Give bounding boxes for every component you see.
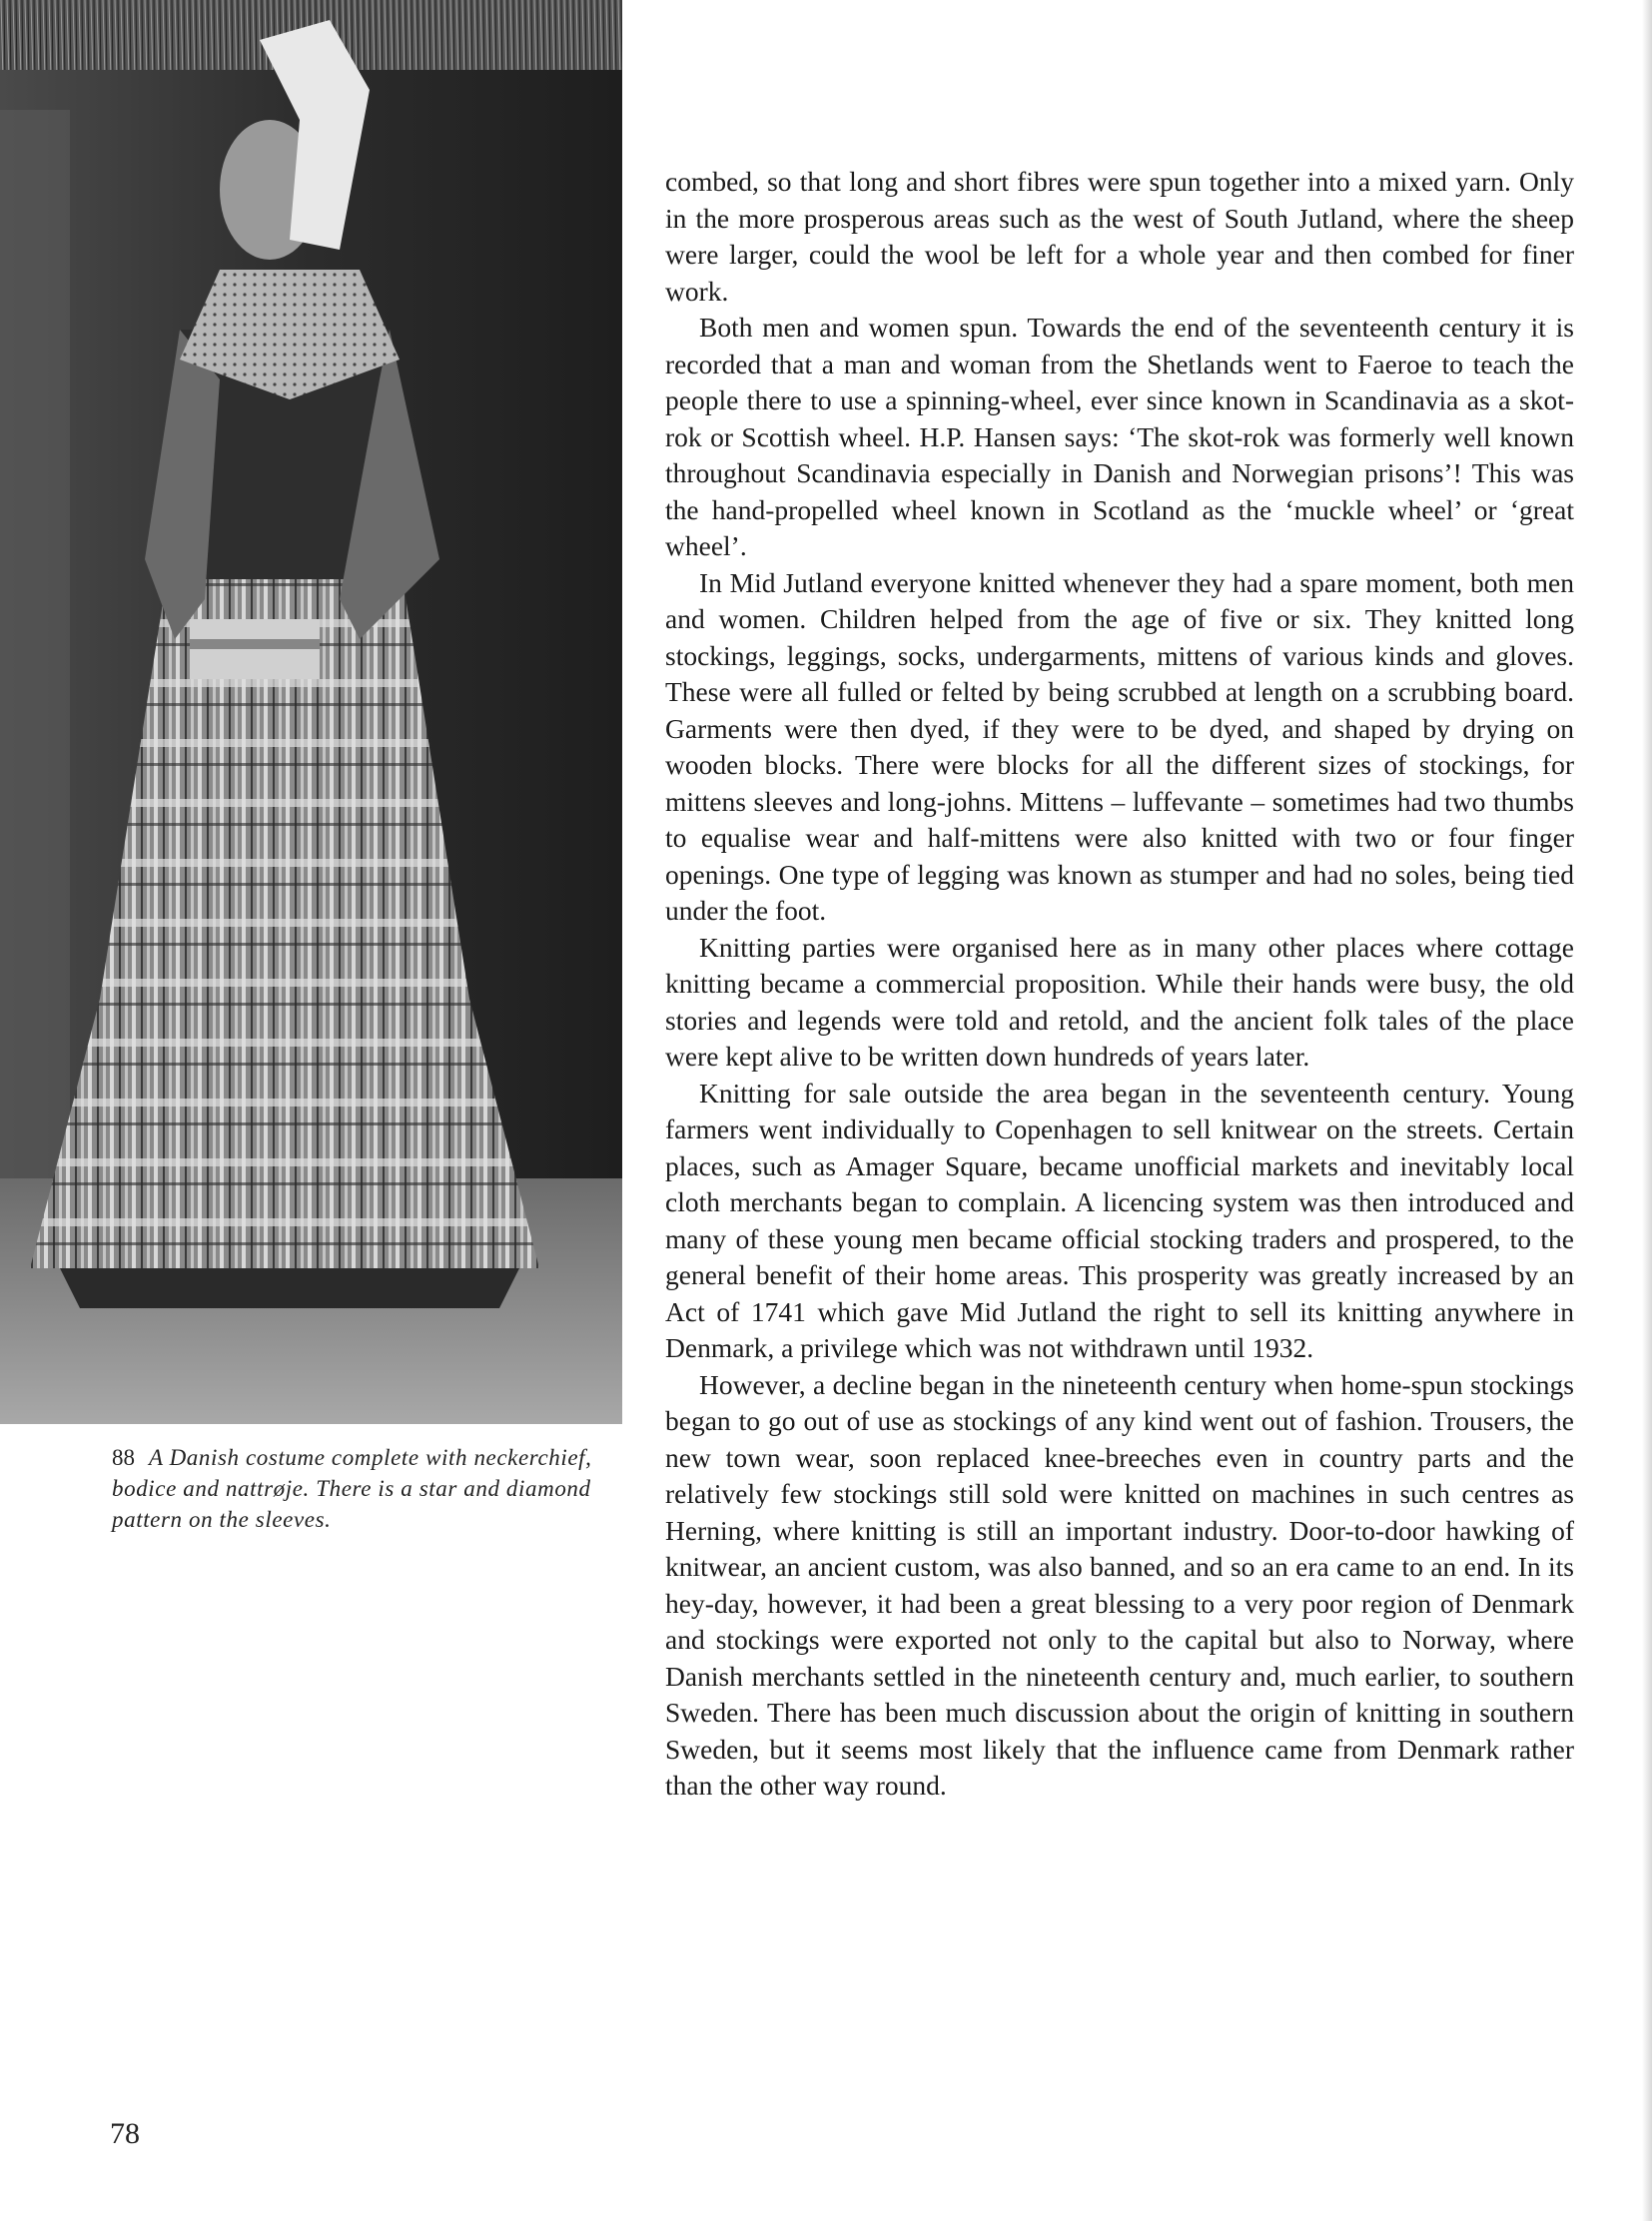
body-text-column (665, 164, 1574, 1805)
skirt-hem (60, 1268, 519, 1308)
paragraph: However, a decline began in the nineteenth century when home-spun stockings began to go out of use as stockings of any kind went out of fashion. Trousers, the new town wear, soon replaced knee-breeches even in country parts and the relatively few stockings still sold were knitted on machines in such centres as Herning, where knitting is still an important industry. Door-to-door hawking of knitwear, an ancient custom, was also banned, and so an era came to an end. In its hey-day, however, it had been a great blessing to a very poor region of Denmark and stockings were exported not only to the capital but also to Norway, where Danish merchants settled in the nineteenth century and, much earlier, to southern Sweden. There has been much discussion about the origin of knitting in southern Sweden, but it seems most likely that the influence came from Denmark rather than the other way round. (665, 1368, 1574, 1801)
paragraph: Knitting for sale outside the area began in the seventeenth century. Young farmers went individually to Copenhagen to sell knitwear on the streets. Certain places, such as Amager Square, became unofficial markets and inevitably local cloth merchants began to complain. A licencing system was then introduced and many of these young men became official stocking traders and prospered, to the general benefit of their home areas. This prosperity was greatly increased by an Act of 1741 which gave Mid Jutland the right to sell its knitting anywhere in Denmark, a privilege which was not withdrawn until 1932. (665, 1077, 1574, 1363)
figure-photo (0, 0, 622, 1424)
figure-caption (112, 1442, 611, 1535)
paragraph: combed, so that long and short fibres were spun together into a mixed yarn. Only in the more prosperous areas such as the west of South Jutland, where the sheep were larger, could the wool be left for a whole year and then combed for finer work. (665, 166, 1574, 307)
page-number: 78 (110, 2117, 140, 2150)
figure-caption-text: A Danish costume complete with neckerchief, bodice and nattrøje. There is a star and diamond pattern on the sleeves. (112, 1445, 592, 1532)
costume-photo-illustration (0, 0, 622, 1424)
door-frame (0, 110, 70, 1208)
paragraph: In Mid Jutland everyone knitted whenever they had a spare moment, both men and women. Children helped from the age of five or six. They knitted long stockings, leggings, socks, undergarments, mittens of various kinds and gloves. These were all fulled or felted by being scrubbed at length on a scrubbing board. Garments were then dyed, if they were to be dyed, and shaped by drying on wooden blocks. There were blocks for all the different sizes of stockings, for mittens sleeves and long-johns. Mittens – luffevante – sometimes had two thumbs to equalise wear and half-mittens were also knitted with two or four finger openings. One type of legging was known as stumper and had no soles, being tied under the foot. (665, 566, 1574, 926)
figure-number: 88 (112, 1445, 135, 1470)
paragraph: Both men and women spun. Towards the end of the seventeenth century it is recorded that a man and woman from the Shetlands went to Faeroe to teach the people there to use a spinning-wheel, ever since known in Scandinavia as a skot-rok or Scottish wheel. H.P. Hansen says: ‘The skot-rok was formerly well known throughout Scandinavia especially in Danish and Norwegian prisons’! This was the hand-propelled wheel known in Scotland as the ‘muckle wheel’ or ‘great wheel’. (665, 312, 1574, 561)
page-edge (1642, 0, 1652, 2221)
paragraph: Knitting parties were organised here as in many other places where cottage knitting became a commercial proposition. While their hands were busy, the old stories and legends were told and retold, and the ancient folk tales of the place were kept alive to be written down hundreds of years later. (665, 931, 1574, 1072)
